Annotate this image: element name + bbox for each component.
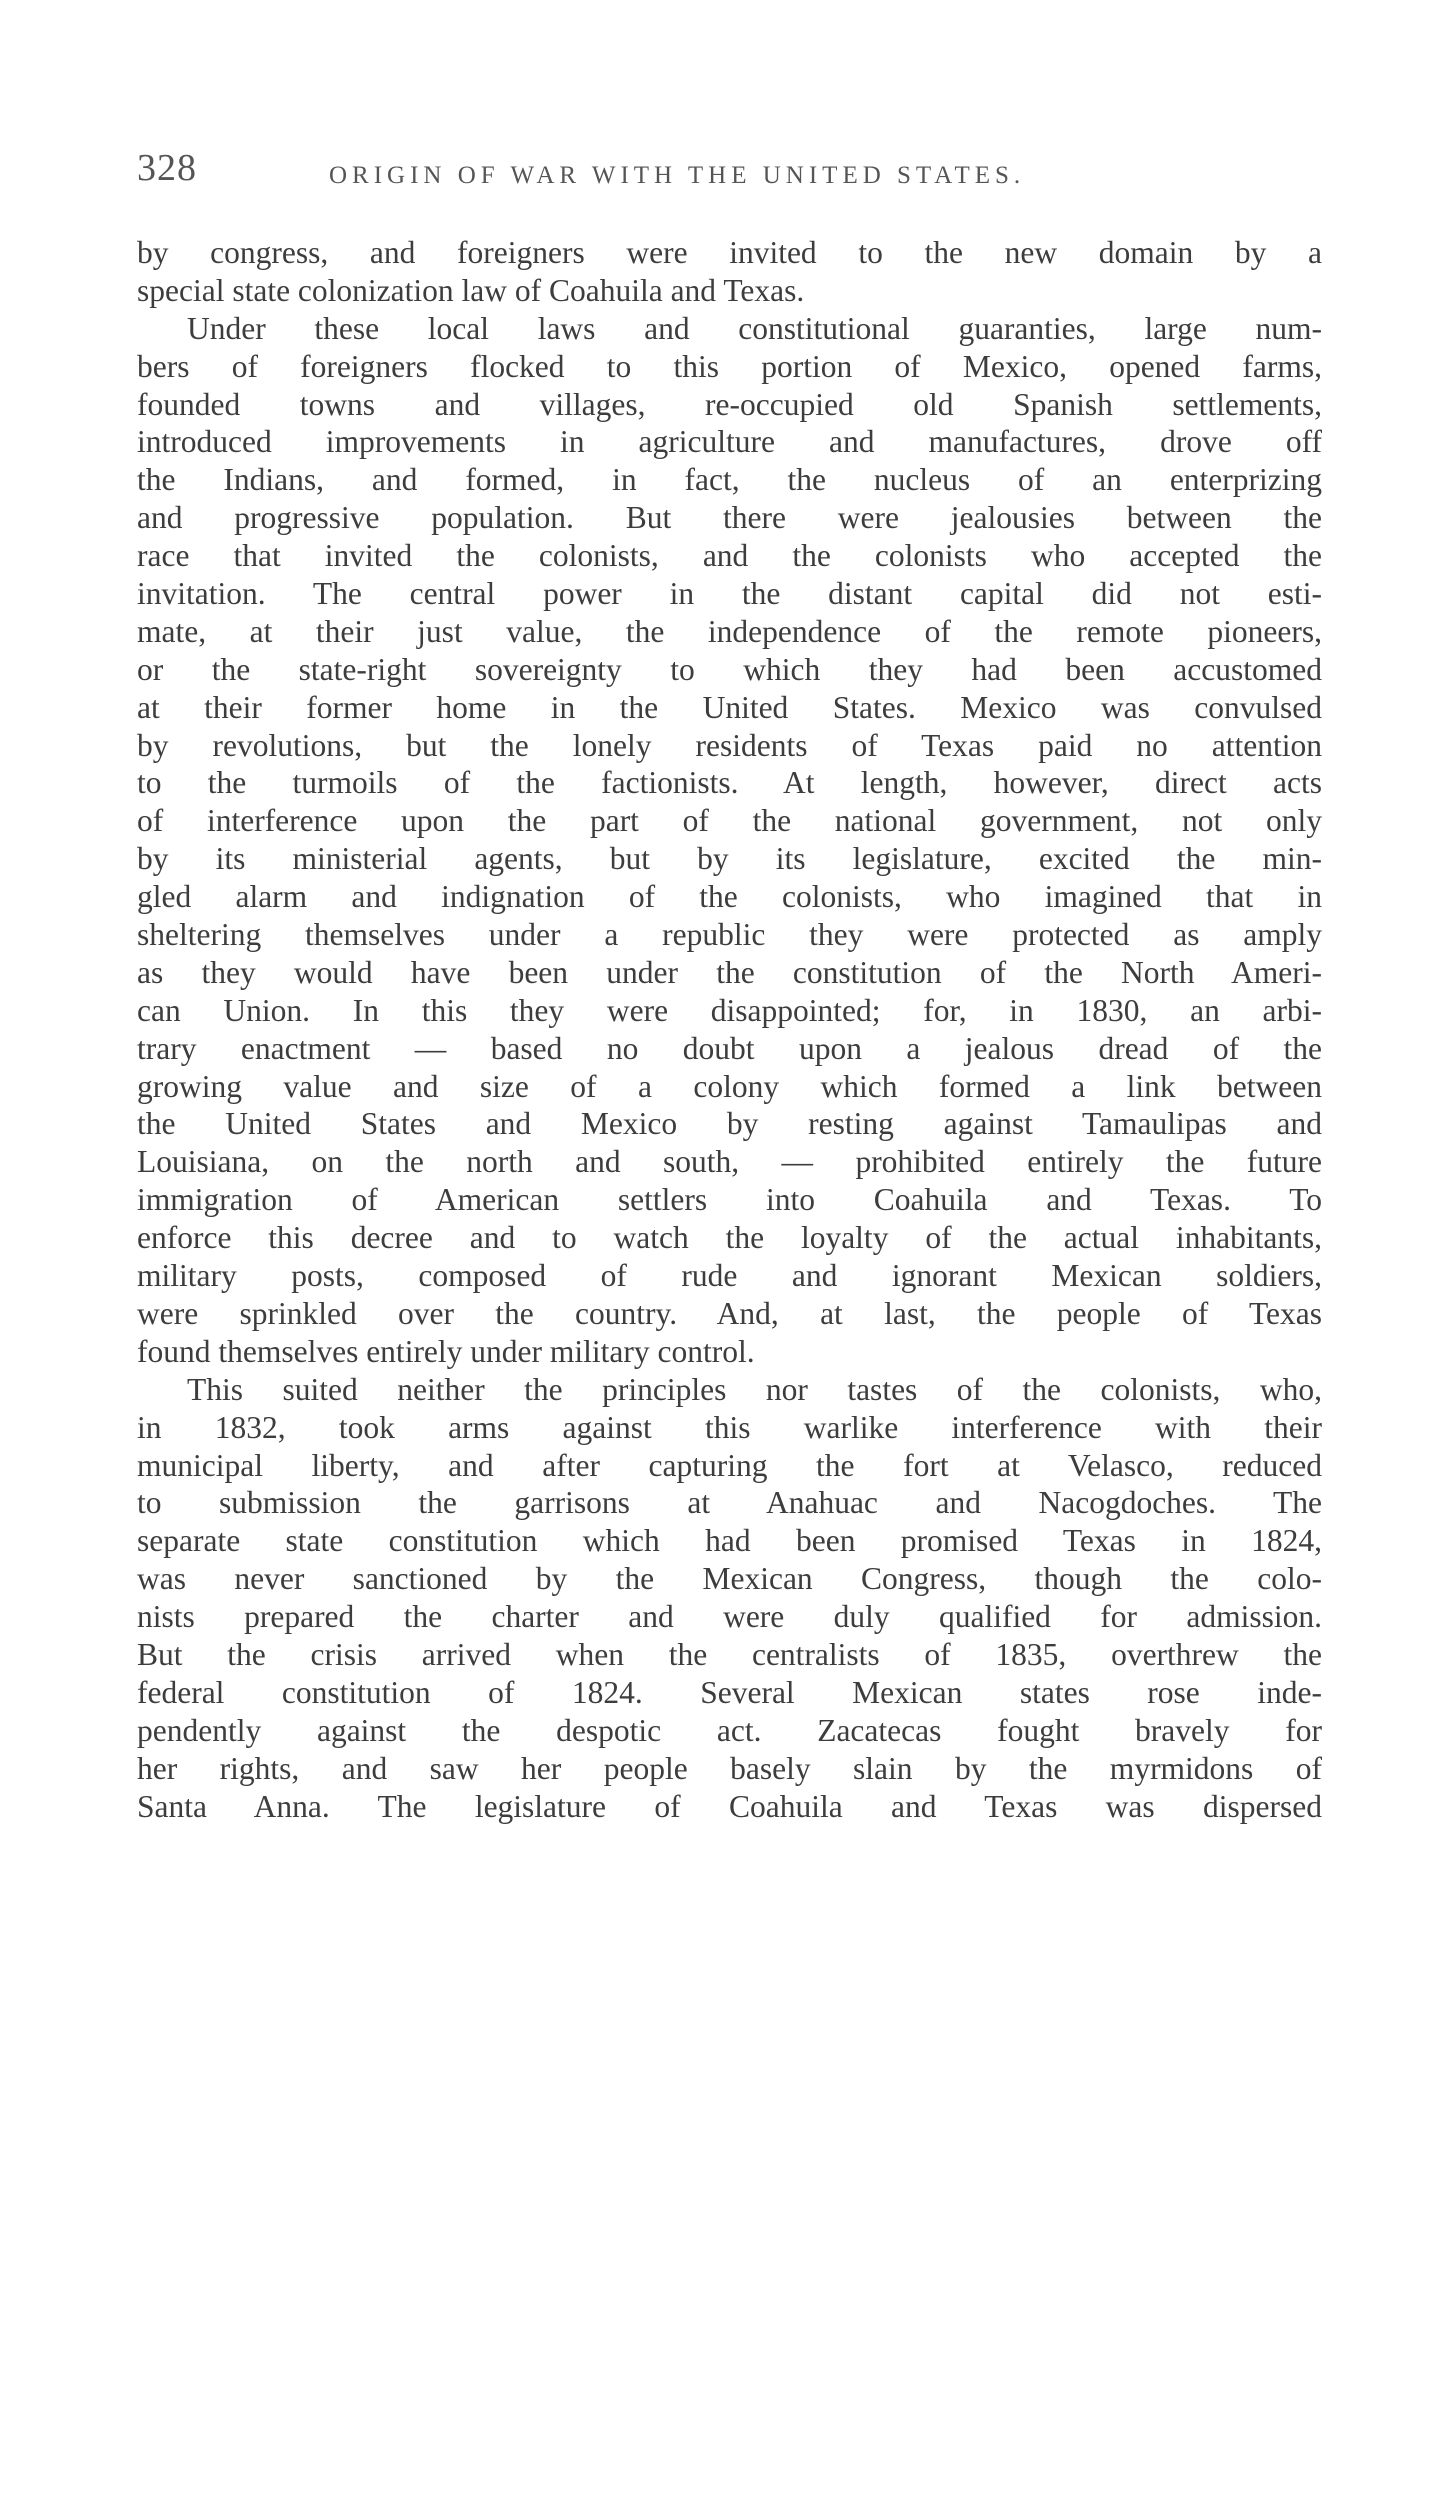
- text-line: the Indians, and formed, in fact, the nucleus of an enterprizing: [137, 462, 1322, 498]
- text-line: trary enactment — based no doubt upon a jealous dread of the: [137, 1030, 1322, 1066]
- text-line: founded towns and villages, re-occupied old Spanish settlements,: [137, 386, 1322, 422]
- body-text: [137, 234, 1322, 1825]
- text-line: invitation. The central power in the distant capital did not esti-: [137, 576, 1322, 612]
- text-line: special state colonization law of Coahuila and Texas.: [137, 272, 805, 308]
- text-line: were sprinkled over the country. And, at last, the people of Texas: [137, 1295, 1322, 1331]
- text-line: mate, at their just value, the independence of the remote pioneers,: [137, 613, 1322, 649]
- text-line: bers of foreigners flocked to this portion of Mexico, opened farms,: [137, 348, 1322, 384]
- text-line: by congress, and foreigners were invited to the new domain by a: [137, 235, 1322, 270]
- text-line: growing value and size of a colony which formed a link between: [137, 1068, 1322, 1104]
- text-line: immigration of American settlers into Coahuila and Texas. To: [137, 1182, 1322, 1218]
- text-line: in 1832, took arms against this warlike interference with their: [137, 1409, 1322, 1445]
- text-line: Santa Anna. The legislature of Coahuila and Texas was dispersed: [137, 1788, 1322, 1824]
- text-line: race that invited the colonists, and the colonists who accepted the: [137, 538, 1322, 574]
- paragraph-first-line: Under these local laws and constitutional guaranties, large num-: [187, 310, 1322, 346]
- text-line: military posts, composed of rude and ignorant Mexican soldiers,: [137, 1258, 1322, 1294]
- text-line: to the turmoils of the factionists. At length, however, direct acts: [137, 765, 1322, 801]
- text-line: can Union. In this they were disappointed; for, in 1830, an arbi-: [137, 992, 1322, 1028]
- text-line: pendently against the despotic act. Zacatecas fought bravely for: [137, 1712, 1322, 1748]
- text-line: the United States and Mexico by resting against Tamaulipas and: [137, 1106, 1322, 1142]
- text-line: separate state constitution which had been promised Texas in 1824,: [137, 1523, 1322, 1559]
- text-line: found themselves entirely under military control.: [137, 1333, 755, 1369]
- text-line: to submission the garrisons at Anahuac and Nacogdoches. The: [137, 1485, 1322, 1521]
- text-line: of interference upon the part of the national government, not only: [137, 803, 1322, 839]
- text-line: by revolutions, but the lonely residents of Texas paid no attention: [137, 727, 1322, 763]
- text-line: by its ministerial agents, but by its legislature, excited the min-: [137, 841, 1322, 877]
- running-title: ORIGIN OF WAR WITH THE UNITED STATES.: [329, 162, 1026, 189]
- text-line: nists prepared the charter and were duly qualified for admission.: [137, 1599, 1322, 1635]
- text-line: federal constitution of 1824. Several Mexican states rose inde-: [137, 1674, 1322, 1710]
- text-line: her rights, and saw her people basely slain by the myrmidons of: [137, 1750, 1322, 1786]
- text-line: introduced improvements in agriculture and manufactures, drove off: [137, 424, 1322, 460]
- text-line: and progressive population. But there were jealousies between the: [137, 500, 1322, 536]
- text-line: as they would have been under the constitution of the North Ameri-: [137, 954, 1322, 990]
- text-line: enforce this decree and to watch the loyalty of the actual inhabitants,: [137, 1220, 1322, 1256]
- text-line: was never sanctioned by the Mexican Congress, though the colo-: [137, 1561, 1322, 1597]
- text-line: sheltering themselves under a republic they were protected as amply: [137, 917, 1322, 953]
- text-line: municipal liberty, and after capturing the fort at Velasco, reduced: [137, 1447, 1322, 1483]
- paragraph-first-line: This suited neither the principles nor tastes of the colonists, who,: [187, 1371, 1322, 1407]
- text-line: gled alarm and indignation of the colonists, who imagined that in: [137, 879, 1322, 915]
- text-line: But the crisis arrived when the centralists of 1835, overthrew the: [137, 1636, 1322, 1672]
- running-head: [137, 146, 1322, 194]
- text-line: or the state-right sovereignty to which they had been accustomed: [137, 651, 1322, 687]
- text-line: Louisiana, on the north and south, — prohibited entirely the future: [137, 1144, 1322, 1180]
- page-number: 328: [137, 147, 197, 189]
- text-line: at their former home in the United States. Mexico was convulsed: [137, 689, 1322, 725]
